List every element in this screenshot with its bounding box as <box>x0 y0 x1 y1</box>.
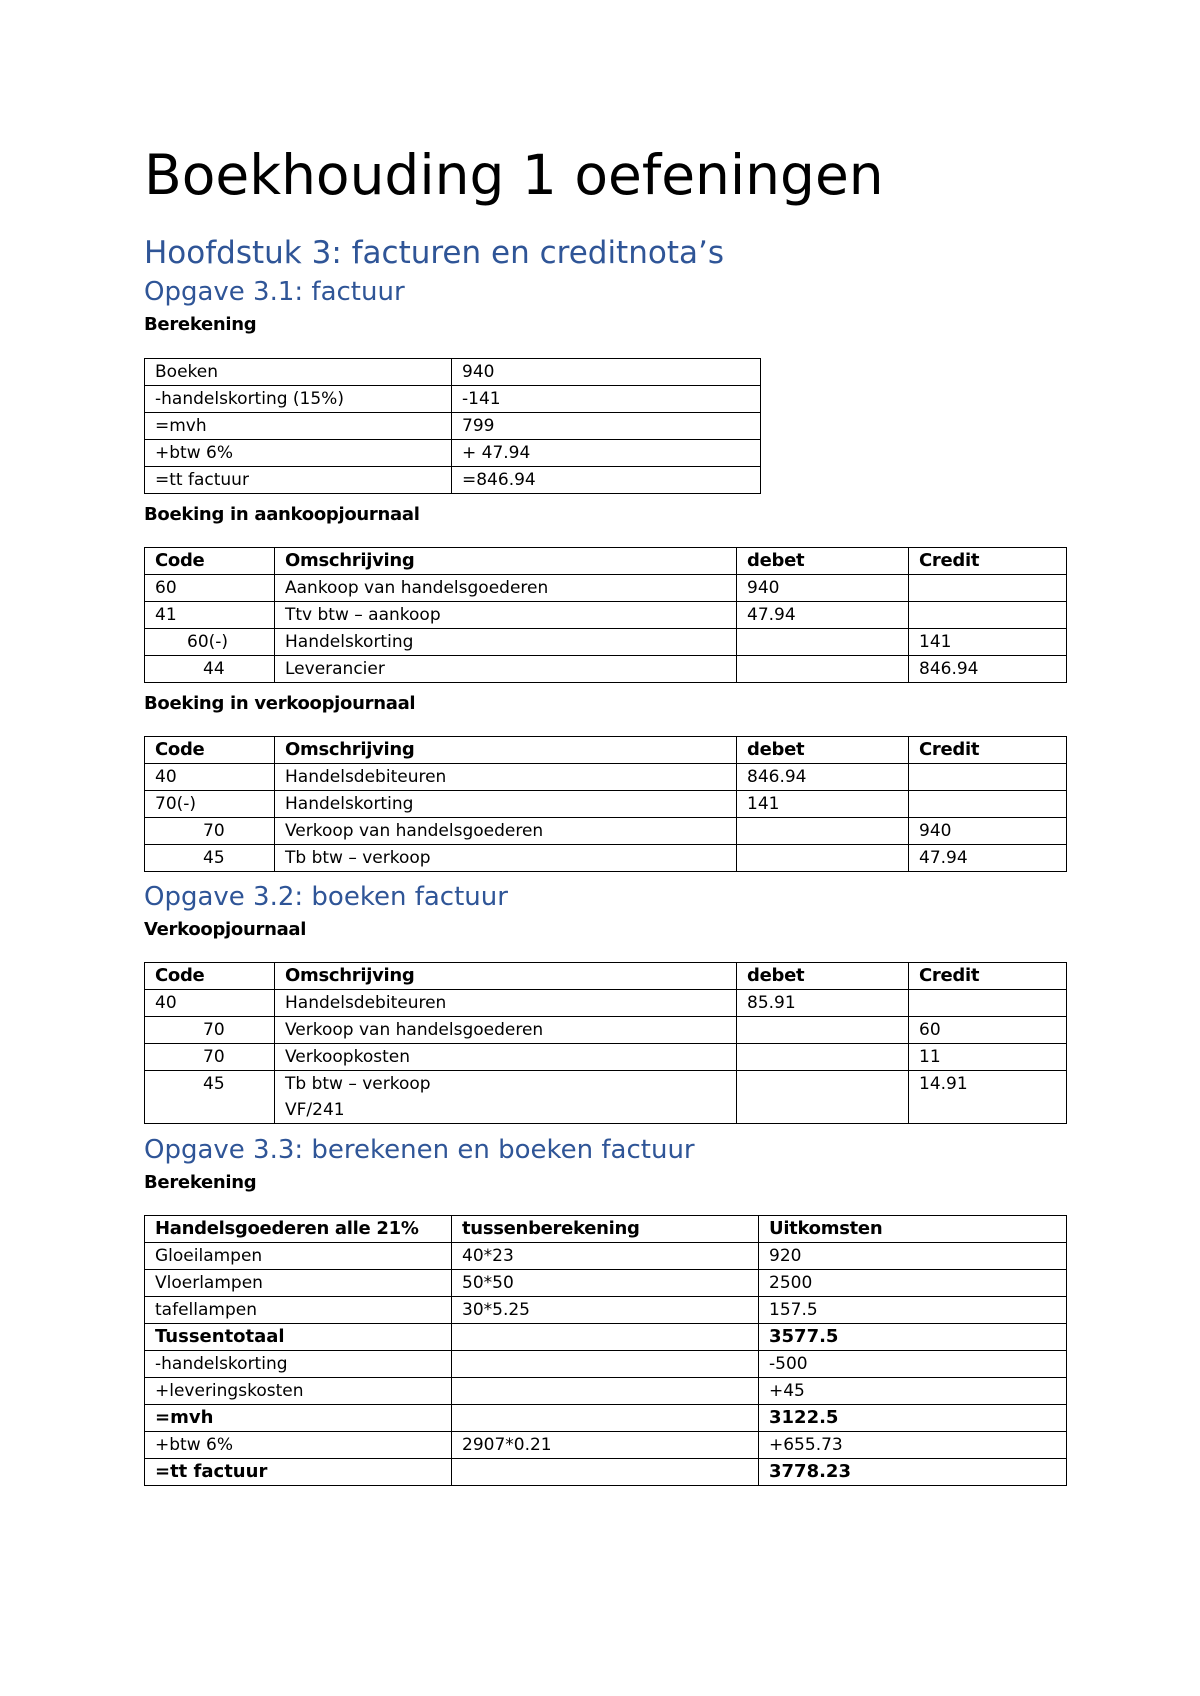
calculation-cell <box>452 1324 759 1351</box>
calc-table <box>144 358 761 494</box>
calc-3-3-label: Berekening <box>144 1172 257 1193</box>
credit-cell <box>909 764 1067 791</box>
exercise-3-2-heading: Opgave 3.2: boeken factuur <box>144 882 508 912</box>
table-header-row <box>145 548 1067 575</box>
column-header: debet <box>737 737 909 764</box>
column-header: Omschrijving <box>275 548 737 575</box>
table-row <box>145 1378 1067 1405</box>
debit-cell <box>737 1017 909 1044</box>
result-cell: 3778.23 <box>759 1459 1067 1486</box>
description-cell: Aankoop van handelsgoederen <box>275 575 737 602</box>
description-cell <box>275 1071 737 1124</box>
calculation-cell: 30*5.25 <box>452 1297 759 1324</box>
description-cell: Ttv btw – aankoop <box>275 602 737 629</box>
code-cell: 60 <box>145 575 275 602</box>
item-cell: Tussentotaal <box>145 1324 452 1351</box>
code-cell: 70 <box>145 818 275 845</box>
debit-cell <box>737 656 909 683</box>
calc-label: Berekening <box>144 314 257 335</box>
result-cell: 3577.5 <box>759 1324 1067 1351</box>
table-row <box>145 602 1067 629</box>
debit-cell: 846.94 <box>737 764 909 791</box>
code-cell: 70 <box>145 1044 275 1071</box>
credit-cell: 11 <box>909 1044 1067 1071</box>
table-row <box>145 1071 1067 1124</box>
exercise-3-1-heading: Opgave 3.1: factuur <box>144 277 405 307</box>
result-cell: 3122.5 <box>759 1405 1067 1432</box>
sales-journal-2-label: Verkoopjournaal <box>144 919 307 940</box>
document-title: Boekhouding 1 oefeningen <box>144 143 884 207</box>
item-cell: Vloerlampen <box>145 1270 452 1297</box>
credit-cell: 60 <box>909 1017 1067 1044</box>
item-cell: Gloeilampen <box>145 1243 452 1270</box>
description-cell: Handelsdebiteuren <box>275 990 737 1017</box>
table-row <box>145 1044 1067 1071</box>
credit-cell: 47.94 <box>909 845 1067 872</box>
label-cell: +btw 6% <box>145 440 452 467</box>
item-cell: =mvh <box>145 1405 452 1432</box>
code-cell: 70(-) <box>145 791 275 818</box>
description-cell: Tb btw – verkoop <box>275 845 737 872</box>
description-cell: Verkoop van handelsgoederen <box>275 818 737 845</box>
code-cell: 41 <box>145 602 275 629</box>
debit-cell: 85.91 <box>737 990 909 1017</box>
column-header: debet <box>737 548 909 575</box>
result-cell: -500 <box>759 1351 1067 1378</box>
table-row <box>145 1324 1067 1351</box>
table-row <box>145 575 1067 602</box>
code-cell: 40 <box>145 764 275 791</box>
description-cell: Leverancier <box>275 656 737 683</box>
debit-cell <box>737 629 909 656</box>
code-cell: 70 <box>145 1017 275 1044</box>
exercise-3-3-heading: Opgave 3.3: berekenen en boeken factuur <box>144 1135 695 1165</box>
value-cell: 940 <box>452 359 761 386</box>
sales-journal-2-table <box>144 962 1067 1124</box>
table-row <box>145 413 761 440</box>
debit-cell: 47.94 <box>737 602 909 629</box>
label-cell: -handelskorting (15%) <box>145 386 452 413</box>
result-cell: +45 <box>759 1378 1067 1405</box>
item-cell: +leveringskosten <box>145 1378 452 1405</box>
code-cell: 45 <box>145 845 275 872</box>
code-cell: 60(-) <box>145 629 275 656</box>
description-cell: Verkoop van handelsgoederen <box>275 1017 737 1044</box>
calc-3-3-table <box>144 1215 1067 1486</box>
table-row <box>145 990 1067 1017</box>
column-header: Credit <box>909 548 1067 575</box>
column-header: Handelsgoederen alle 21% <box>145 1216 452 1243</box>
table-row <box>145 1270 1067 1297</box>
table-row <box>145 1297 1067 1324</box>
column-header: Omschrijving <box>275 963 737 990</box>
code-cell: 45 <box>145 1071 275 1124</box>
column-header: debet <box>737 963 909 990</box>
calculation-cell: 50*50 <box>452 1270 759 1297</box>
calculation-cell <box>452 1459 759 1486</box>
column-header: tussenberekening <box>452 1216 759 1243</box>
table-row <box>145 1459 1067 1486</box>
debit-cell <box>737 845 909 872</box>
result-cell: 2500 <box>759 1270 1067 1297</box>
debit-cell <box>737 818 909 845</box>
table-row <box>145 467 761 494</box>
purchase-journal-label: Boeking in aankoopjournaal <box>144 504 420 525</box>
table-row <box>145 1405 1067 1432</box>
table-row <box>145 440 761 467</box>
sales-journal-table <box>144 736 1067 872</box>
code-cell: 44 <box>145 656 275 683</box>
result-cell: +655.73 <box>759 1432 1067 1459</box>
label-cell: =mvh <box>145 413 452 440</box>
table-row <box>145 386 761 413</box>
debit-cell: 940 <box>737 575 909 602</box>
column-header: Code <box>145 548 275 575</box>
table-row <box>145 1243 1067 1270</box>
chapter-heading: Hoofdstuk 3: facturen en creditnota’s <box>144 235 724 271</box>
result-cell: 157.5 <box>759 1297 1067 1324</box>
value-cell: 799 <box>452 413 761 440</box>
debit-cell <box>737 1071 909 1124</box>
table-row <box>145 791 1067 818</box>
item-cell: -handelskorting <box>145 1351 452 1378</box>
item-cell: =tt factuur <box>145 1459 452 1486</box>
description-cell: Handelskorting <box>275 791 737 818</box>
credit-cell: 14.91 <box>909 1071 1067 1124</box>
value-cell: =846.94 <box>452 467 761 494</box>
calculation-cell <box>452 1378 759 1405</box>
value-cell: -141 <box>452 386 761 413</box>
item-cell: +btw 6% <box>145 1432 452 1459</box>
purchase-journal-table <box>144 547 1067 683</box>
credit-cell: 846.94 <box>909 656 1067 683</box>
column-header: Credit <box>909 963 1067 990</box>
calculation-cell <box>452 1351 759 1378</box>
code-cell: 40 <box>145 990 275 1017</box>
debit-cell: 141 <box>737 791 909 818</box>
description-cell: Verkoopkosten <box>275 1044 737 1071</box>
credit-cell: 940 <box>909 818 1067 845</box>
value-cell: + 47.94 <box>452 440 761 467</box>
calculation-cell: 2907*0.21 <box>452 1432 759 1459</box>
table-row <box>145 818 1067 845</box>
description-cell: Handelskorting <box>275 629 737 656</box>
label-cell: =tt factuur <box>145 467 452 494</box>
table-row <box>145 1351 1067 1378</box>
table-row <box>145 656 1067 683</box>
table-row <box>145 764 1067 791</box>
column-header: Code <box>145 963 275 990</box>
credit-cell: 141 <box>909 629 1067 656</box>
credit-cell <box>909 602 1067 629</box>
item-cell: tafellampen <box>145 1297 452 1324</box>
label-cell: Boeken <box>145 359 452 386</box>
column-header: Code <box>145 737 275 764</box>
table-header-row <box>145 1216 1067 1243</box>
table-row <box>145 845 1067 872</box>
sales-journal-label: Boeking in verkoopjournaal <box>144 693 416 714</box>
column-header: Credit <box>909 737 1067 764</box>
description-cell: Handelsdebiteuren <box>275 764 737 791</box>
credit-cell <box>909 990 1067 1017</box>
credit-cell <box>909 791 1067 818</box>
table-row <box>145 359 761 386</box>
debit-cell <box>737 1044 909 1071</box>
table-header-row <box>145 963 1067 990</box>
table-header-row <box>145 737 1067 764</box>
table-row <box>145 1432 1067 1459</box>
credit-cell <box>909 575 1067 602</box>
column-header: Uitkomsten <box>759 1216 1067 1243</box>
result-cell: 920 <box>759 1243 1067 1270</box>
calculation-cell <box>452 1405 759 1432</box>
table-row <box>145 629 1067 656</box>
description-text: Tb btw – verkoop <box>285 1074 431 1094</box>
column-header: Omschrijving <box>275 737 737 764</box>
calculation-cell: 40*23 <box>452 1243 759 1270</box>
invoice-reference: VF/241 <box>285 1100 345 1120</box>
table-row <box>145 1017 1067 1044</box>
